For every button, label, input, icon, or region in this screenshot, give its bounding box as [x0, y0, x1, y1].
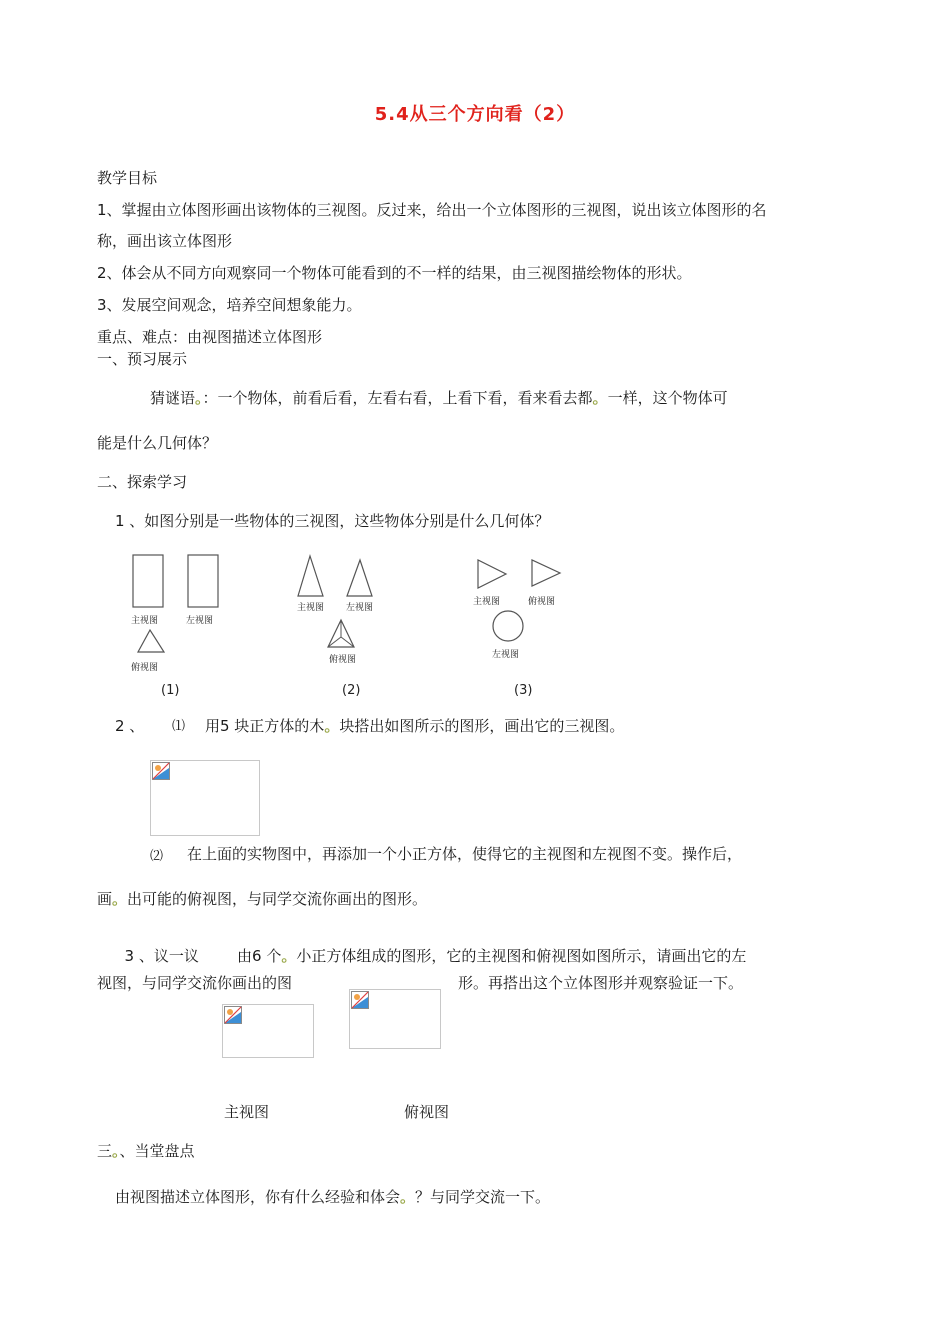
fig1-front-rect [133, 555, 163, 607]
section2-heading: 二、探索学习 [97, 473, 188, 491]
q2-sub2-line2 [97, 888, 427, 909]
riddle-part-b: ：一个物体，前看后看，左看右看，上看下看，看来看去都 [202, 389, 593, 407]
dot-mark: 。 [324, 717, 340, 735]
caption-top-view: 俯视图 [404, 1103, 450, 1121]
page-title: 5.4从三个方向看（2） [374, 104, 576, 125]
fig3-number: (3) [514, 683, 533, 698]
broken-image-placeholder [150, 760, 260, 836]
fig1-number: (1) [161, 683, 180, 698]
q2-sub2-text: 在上面的实物图中，再添加一个小正方体，使得它的主视图和左视图不变。操作后， [187, 845, 743, 863]
question-1: 1 、如图分别是一些物体的三视图，这些物体分别是什么几何体？ [115, 512, 550, 530]
q2-sub1-number: ⑴ [172, 719, 186, 734]
section3-heading-part-a: 三 [97, 1142, 113, 1160]
fig1-top-label: 俯视图 [131, 663, 159, 673]
riddle-part-a: 猜谜语 [150, 389, 196, 407]
q2-sub2-line2-part-a: 画 [97, 890, 113, 908]
dot-mark: 。 [400, 1188, 416, 1206]
objective-3: 3、发展空间观念，培养空间想象能力。 [97, 296, 362, 314]
q2-sub1-text [205, 715, 624, 736]
dot-mark: 。 [112, 890, 128, 908]
section3-heading [97, 1140, 195, 1161]
caption-front-view: 主视图 [224, 1103, 270, 1121]
section3-heading-part-b: 、当堂盘点 [119, 1142, 195, 1160]
fig1-left-rect [188, 555, 218, 607]
dot-mark: 。 [112, 1142, 120, 1160]
fig3-left-circle [493, 611, 523, 641]
broken-image-placeholder [349, 989, 441, 1049]
fig3-front-label: 主视图 [473, 597, 501, 607]
objective-1-line1: 1、掌握由立体图形画出该物体的三视图。反过来，给出一个立体图形的三视图，说出该立体图形的名 [97, 201, 767, 219]
broken-image-icon [224, 1006, 242, 1024]
fig2-front-label: 主视图 [297, 603, 325, 613]
section1-heading: 一、预习展示 [97, 350, 188, 368]
figure-3-drawing [470, 552, 570, 662]
q2-sub2-number: ⑵ [150, 849, 164, 864]
riddle-line2: 能是什么几何体？ [97, 434, 218, 452]
q2-prefix: 2 、 [115, 717, 145, 735]
fig3-left-label: 左视图 [492, 650, 520, 660]
objectives-heading: 教学目标 [97, 169, 158, 187]
riddle-part-c: 一样，这个物体可 [607, 389, 728, 407]
riddle-line1 [150, 387, 728, 408]
fig2-front-triangle [298, 556, 323, 596]
section3-text-part-a: 由视图描述立体图形，你有什么经验和体会 [115, 1188, 401, 1206]
fig2-left-triangle [347, 560, 372, 596]
section3-text [115, 1186, 550, 1207]
q3-line1 [115, 927, 746, 966]
q3-line1-part-b: 小正方体组成的图形，它的主视图和俯视图如图所示，请画出它的左 [296, 947, 747, 965]
fig1-front-label: 主视图 [131, 616, 159, 626]
q2-sub1-part-b: 块搭出如图所示的图形，画出它的三视图。 [339, 717, 625, 735]
fig1-top-triangle [138, 630, 164, 652]
broken-image-placeholder [222, 1004, 314, 1058]
q2-sub1-part-a: 用5 块正方体的木 [205, 717, 325, 735]
fig3-top-triangle [532, 560, 560, 586]
q2-sub2-line2-part-b: 出可能的俯视图，与同学交流你画出的图形。 [127, 890, 428, 908]
objective-2: 2、体会从不同方向观察同一个物体可能看到的不一样的结果，由三视图描绘物体的形状。 [97, 264, 692, 282]
section3-text-part-b: ？与同学交流一下。 [415, 1188, 551, 1206]
objective-1-line2: 称，画出该立体图形 [97, 232, 233, 250]
fig2-top-label: 俯视图 [329, 655, 357, 665]
q3-line2-part-b: 形。再搭出这个立体图形并观察验证一下。 [458, 974, 744, 992]
dot-mark: 。 [592, 389, 608, 407]
dot-mark: 。 [195, 389, 203, 407]
broken-image-icon [152, 762, 170, 780]
broken-image-icon [351, 991, 369, 1009]
fig2-left-label: 左视图 [346, 603, 374, 613]
fig2-number: (2) [342, 683, 361, 698]
q3-line2-part-a: 视图，与同学交流你画出的图 [97, 974, 293, 992]
fig3-front-triangle [478, 560, 506, 588]
fig3-top-label: 俯视图 [528, 597, 556, 607]
q3-line1-part-a: 3 、议一议 由6 个 [124, 947, 282, 965]
dot-mark: 。 [281, 947, 297, 965]
fig1-left-label: 左视图 [186, 616, 214, 626]
key-points: 重点、难点：由视图描述立体图形 [97, 328, 323, 346]
